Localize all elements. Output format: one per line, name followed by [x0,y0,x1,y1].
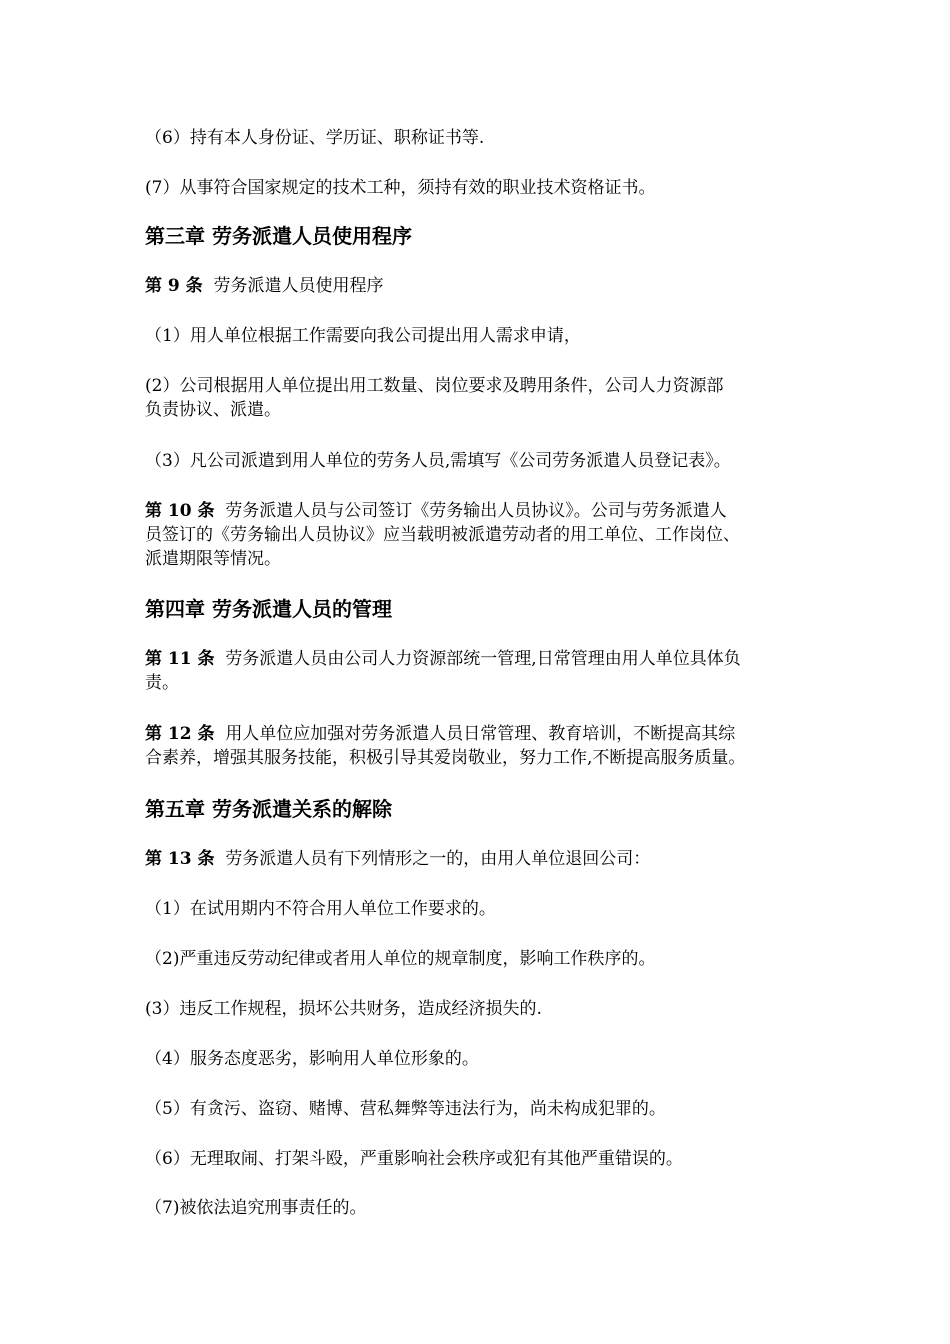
paragraph-item-7: (7）从事符合国家规定的技术工种，须持有效的职业技术资格证书。 [145,178,656,198]
article-10-text-1: 劳务派遣人员与公司签订《劳务输出人员协议》。公司与劳务派遣人 [225,501,727,521]
termination-item-7: （7)被依法追究刑事责任的。 [145,1198,367,1218]
article-12-line-2: 合素养，增强其服务技能，积极引导其爱岗敬业，努力工作,不断提高服务质量。 [145,748,746,768]
article-10-line-2: 员签订的《劳务输出人员协议》应当载明被派遣劳动者的用工单位、工作岗位、 [145,525,740,545]
article-12-label: 第 12 条 [145,724,215,744]
article-10-label: 第 10 条 [145,501,215,521]
article-10-line-3: 派遣期限等情况。 [145,549,281,569]
procedure-item-2-line-2: 负责协议、派遣。 [145,400,281,420]
procedure-item-3: （3）凡公司派遣到用人单位的劳务人员,需填写《公司劳务派遣人员登记表》。 [145,451,731,471]
article-12-text-1: 用人单位应加强对劳务派遣人员日常管理、教育培训，不断提高其综 [225,724,736,744]
termination-item-3: (3）违反工作规程，损坏公共财务，造成经济损失的. [145,999,542,1019]
termination-item-5: （5）有贪污、盗窃、赌博、营私舞弊等违法行为，尚未构成犯罪的。 [145,1099,666,1119]
article-10 [145,499,825,571]
article-13 [145,847,825,871]
article-12-line-1 [145,722,825,746]
article-11-text-1: 劳务派遣人员由公司人力资源部统一管理,日常管理由用人单位具体负 [225,649,741,669]
article-10-line-1 [145,499,825,523]
termination-item-6: （6）无理取闹、打架斗殴，严重影响社会秩序或犯有其他严重错误的。 [145,1149,683,1169]
article-11-line-2: 责。 [145,673,179,693]
termination-item-1: （1）在试用期内不符合用人单位工作要求的。 [145,899,496,919]
chapter-5-heading: 第五章 劳务派遣关系的解除 [145,797,392,821]
article-13-label: 第 13 条 [145,849,215,869]
procedure-item-2-line-1: (2）公司根据用人单位提出用工数量、岗位要求及聘用条件，公司人力资源部 [145,376,724,396]
article-13-text: 劳务派遣人员有下列情形之一的，由用人单位退回公司： [225,849,651,869]
article-9 [145,274,825,298]
article-11-line-1 [145,647,825,671]
procedure-item-1: （1）用人单位根据工作需要向我公司提出用人需求申请， [145,326,581,346]
article-11-label: 第 11 条 [145,649,215,669]
procedure-item-2 [145,374,825,422]
article-9-text: 劳务派遣人员使用程序 [213,276,384,296]
article-11 [145,647,825,695]
chapter-4-heading: 第四章 劳务派遣人员的管理 [145,597,392,621]
termination-item-2: （2)严重违反劳动纪律或者用人单位的规章制度，影响工作秩序的。 [145,949,656,969]
article-9-label: 第 9 条 [145,276,203,296]
paragraph-item-6: （6）持有本人身份证、学历证、职称证书等. [145,128,485,148]
article-12 [145,722,825,770]
termination-item-4: （4）服务态度恶劣，影响用人单位形象的。 [145,1049,479,1069]
chapter-3-heading: 第三章 劳务派遣人员使用程序 [145,224,412,248]
